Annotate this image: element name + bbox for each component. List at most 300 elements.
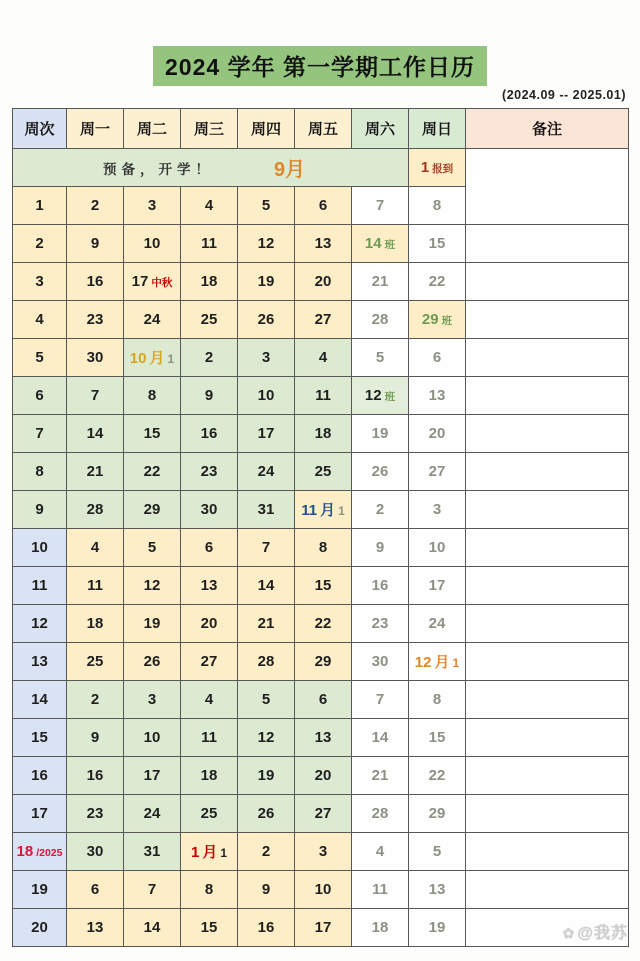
day-cell: [124, 187, 181, 225]
cell-text: 14: [143, 918, 161, 936]
cell-text: 22: [428, 272, 446, 290]
cell-text: 5: [35, 349, 44, 366]
day-cell: [124, 719, 181, 757]
cell-text: 20: [200, 614, 218, 632]
september-banner-cell: [13, 149, 409, 187]
week-number-cell: [13, 909, 67, 947]
week-number-cell: [13, 567, 67, 605]
day-cell: [67, 719, 124, 757]
day-cell: [352, 719, 409, 757]
day-cell: [409, 833, 466, 871]
cell-text: 9: [90, 728, 100, 746]
day-cell: [295, 453, 352, 491]
day-cell: [352, 833, 409, 871]
cell-text: 1: [338, 504, 345, 518]
cell-text: /2025: [36, 847, 63, 859]
week-number-cell: [13, 339, 67, 377]
week-number-cell: [13, 415, 67, 453]
day-cell: [67, 605, 124, 643]
day-cell: [67, 301, 124, 339]
week-number-cell: [13, 605, 67, 643]
day-cell: [124, 491, 181, 529]
day-cell: [67, 757, 124, 795]
cell-text: 7: [35, 425, 44, 442]
cell-text: 3: [432, 500, 442, 518]
cell-text: 24: [143, 804, 161, 822]
cell-text: 9: [375, 538, 385, 556]
cell-text: 23: [371, 614, 389, 632]
cell-text: 6: [204, 538, 214, 556]
day-cell: [238, 643, 295, 681]
cell-text: 15: [31, 729, 48, 746]
week-number-cell: [13, 833, 67, 871]
day-cell: [238, 757, 295, 795]
day-cell: [181, 719, 238, 757]
week-row: [13, 339, 629, 377]
cell-text: 9: [35, 501, 44, 518]
cell-text: 22: [428, 766, 446, 784]
day-cell: [409, 225, 466, 263]
cell-text: 1: [35, 197, 44, 214]
week-number-cell: [13, 643, 67, 681]
day-cell: [238, 605, 295, 643]
day-cell: [181, 757, 238, 795]
cell-text: 10: [143, 728, 161, 746]
cell-text: 3: [147, 196, 157, 214]
cell-text: 10: [129, 350, 147, 367]
cell-text: 7: [375, 196, 385, 214]
day-cell: [409, 339, 466, 377]
day-cell: [238, 453, 295, 491]
day-cell: [181, 529, 238, 567]
cell-text: 3: [261, 348, 271, 366]
week-row: [13, 301, 629, 339]
day-cell: [181, 605, 238, 643]
cell-text: 5: [432, 842, 442, 860]
day-cell: [409, 757, 466, 795]
day-cell: [67, 567, 124, 605]
week-number-cell: [13, 795, 67, 833]
cell-text: 18: [200, 272, 218, 290]
cell-text: 5: [261, 196, 271, 214]
day-cell: [67, 377, 124, 415]
cell-text: 10: [31, 539, 48, 556]
cell-text: 26: [143, 652, 161, 670]
day-cell: [409, 187, 466, 225]
day-cell: [295, 263, 352, 301]
day-cell: [352, 263, 409, 301]
cell-text: 29: [421, 310, 439, 328]
day-cell: [352, 909, 409, 947]
remark-cell: [466, 149, 629, 225]
day-cell: [295, 795, 352, 833]
week-number-cell: [13, 529, 67, 567]
day-cell: [295, 833, 352, 871]
watermark: [563, 920, 628, 943]
remark-cell: [466, 453, 629, 491]
cell-text: 27: [314, 310, 332, 328]
cell-text: 11: [87, 576, 103, 594]
cell-text: 19: [257, 272, 275, 290]
cell-text: 13: [86, 918, 104, 936]
cell-text: 17: [428, 576, 446, 594]
day-cell: [181, 681, 238, 719]
day-cell: [352, 643, 409, 681]
week-number-cell: [13, 301, 67, 339]
week-number-cell: [13, 453, 67, 491]
day-cell: [295, 567, 352, 605]
week-number-cell: [13, 491, 67, 529]
day-cell: [124, 605, 181, 643]
day-cell: [181, 339, 238, 377]
day-cell: [409, 719, 466, 757]
day-cell: [352, 529, 409, 567]
column-header-周四: 周四: [238, 109, 295, 149]
day-cell: [181, 225, 238, 263]
cell-text: 19: [143, 614, 161, 632]
week-row: [13, 757, 629, 795]
day-cell: [352, 871, 409, 909]
cell-text: 8: [147, 386, 157, 404]
day-cell: [352, 301, 409, 339]
watermark-text: @我苏: [577, 925, 628, 942]
day-cell: [295, 301, 352, 339]
day-cell: [124, 339, 181, 377]
cell-text: 12: [143, 576, 161, 594]
day-cell: [295, 681, 352, 719]
week-row: [13, 377, 629, 415]
day-cell: [67, 263, 124, 301]
day-cell: [352, 681, 409, 719]
cell-text: 18: [86, 614, 104, 632]
cell-text: 25: [86, 652, 104, 670]
day-cell: [352, 225, 409, 263]
day-cell: [409, 909, 466, 947]
cell-text: 21: [371, 766, 389, 784]
day-cell: [238, 909, 295, 947]
column-header-周五: 周五: [295, 109, 352, 149]
column-header-周三: 周三: [181, 109, 238, 149]
remark-cell: [466, 377, 629, 415]
column-header-周次: 周次: [13, 109, 67, 149]
day-cell: [238, 833, 295, 871]
cell-text: 24: [257, 462, 275, 480]
cell-text: 8: [35, 463, 44, 480]
cell-text: 11: [31, 577, 48, 594]
day-cell: [352, 415, 409, 453]
remark-cell: [466, 415, 629, 453]
day-cell: [409, 643, 466, 681]
week-row: [13, 909, 629, 947]
cell-text: 27: [314, 804, 332, 822]
remark-cell: [466, 529, 629, 567]
remark-cell: [466, 567, 629, 605]
day-cell: [124, 301, 181, 339]
week-number-cell: [13, 225, 67, 263]
cell-text: 15: [143, 424, 161, 442]
week-row: [13, 833, 629, 871]
day-cell: [295, 225, 352, 263]
day-cell: [352, 453, 409, 491]
day-cell: [352, 491, 409, 529]
day-cell: [295, 187, 352, 225]
day-cell: [409, 681, 466, 719]
cell-text: 6: [90, 880, 100, 898]
cell-text: 13: [31, 653, 48, 670]
day-cell: [238, 339, 295, 377]
cell-text: 1: [420, 158, 430, 176]
cell-text: 8: [204, 880, 214, 898]
cell-text: 13: [314, 728, 332, 746]
cell-text: 12: [31, 615, 48, 632]
cell-text: 28: [371, 804, 389, 822]
cell-text: 5: [261, 690, 271, 708]
day-cell: [124, 263, 181, 301]
cell-text: 10: [257, 386, 275, 404]
cell-text: 19: [371, 424, 389, 442]
cell-text: 月: [202, 844, 218, 861]
week-row: [13, 453, 629, 491]
cell-text: 31: [257, 500, 275, 518]
day-cell: [352, 339, 409, 377]
cell-text: 班: [384, 238, 396, 251]
cell-text: 4: [35, 311, 44, 328]
day-cell: [124, 529, 181, 567]
cell-text: 15: [428, 234, 446, 252]
day-cell: [181, 871, 238, 909]
week-row: [13, 719, 629, 757]
column-header-备注: 备注: [466, 109, 629, 149]
cell-text: 10: [143, 234, 161, 252]
day-cell: [67, 909, 124, 947]
cell-text: 29: [143, 500, 161, 518]
column-header-周日: 周日: [409, 109, 466, 149]
cell-text: 2: [90, 690, 100, 708]
day-cell: [238, 225, 295, 263]
cell-text: 30: [86, 348, 104, 366]
cell-text: 16: [31, 767, 48, 784]
cell-text: 18: [371, 918, 389, 936]
day-cell: [352, 605, 409, 643]
cell-text: 2: [35, 235, 44, 252]
day-cell: [295, 415, 352, 453]
day-cell: [67, 795, 124, 833]
cell-text: 31: [143, 842, 161, 860]
column-header-周六: 周六: [352, 109, 409, 149]
day-cell: [124, 909, 181, 947]
week-number-cell: [13, 871, 67, 909]
day-cell: [124, 795, 181, 833]
day-cell: [181, 491, 238, 529]
day-cell: [181, 377, 238, 415]
cell-text: 12: [257, 234, 275, 252]
cell-text: 15: [314, 576, 332, 594]
cell-text: 14: [257, 576, 275, 594]
day-cell: [409, 491, 466, 529]
cell-text: 23: [86, 804, 104, 822]
day-cell: [295, 529, 352, 567]
cell-text: 6: [318, 196, 328, 214]
day-cell: [409, 795, 466, 833]
day-cell: [352, 187, 409, 225]
cell-text: 18: [314, 424, 332, 442]
cell-text: 20: [314, 766, 332, 784]
cell-text: 2: [204, 348, 214, 366]
week-row: [13, 681, 629, 719]
week-number-cell: [13, 681, 67, 719]
day-cell: [181, 567, 238, 605]
cell-text: 17: [143, 766, 161, 784]
cell-text: 4: [204, 196, 214, 214]
day-cell: [352, 567, 409, 605]
week-number-cell: [13, 263, 67, 301]
date-range: (2024.09 -- 2025.01): [502, 88, 626, 102]
day-cell: [67, 871, 124, 909]
remark-cell: [466, 871, 629, 909]
remark-cell: [466, 719, 629, 757]
cell-text: 24: [428, 614, 446, 632]
day-cell: [295, 909, 352, 947]
september-banner-content: [13, 153, 408, 182]
remark-cell: [466, 301, 629, 339]
day-cell: [124, 377, 181, 415]
cell-text: 11: [201, 234, 217, 252]
cell-text: 28: [371, 310, 389, 328]
day-cell: [67, 187, 124, 225]
semester-start-label: 预备，开学！: [103, 161, 214, 177]
week-row: [13, 871, 629, 909]
cell-text: 班: [384, 390, 396, 403]
cell-text: 1: [452, 656, 460, 670]
cell-text: 19: [31, 881, 48, 898]
day-cell: [409, 301, 466, 339]
day-cell: [67, 681, 124, 719]
cell-text: 1: [220, 846, 228, 860]
day-cell: [67, 225, 124, 263]
cell-text: 28: [86, 500, 104, 518]
day-cell: [124, 643, 181, 681]
day-cell: [124, 833, 181, 871]
header-row: [13, 109, 629, 149]
week-row: [13, 415, 629, 453]
day-cell: [238, 719, 295, 757]
cell-text: 8: [432, 690, 442, 708]
cell-text: 11: [315, 386, 331, 404]
cell-text: 26: [371, 462, 389, 480]
cell-text: 22: [314, 614, 332, 632]
cell-text: 11: [301, 502, 318, 519]
day-cell: [409, 149, 466, 187]
cell-text: 9: [90, 234, 100, 252]
cell-text: 10: [314, 880, 332, 898]
cell-text: 22: [143, 462, 161, 480]
cell-text: 14: [31, 691, 48, 708]
cell-text: 23: [200, 462, 218, 480]
day-cell: [238, 567, 295, 605]
cell-text: 7: [261, 538, 271, 556]
day-cell: [409, 453, 466, 491]
cell-text: 15: [428, 728, 446, 746]
day-cell: [124, 757, 181, 795]
day-cell: [181, 415, 238, 453]
day-cell: [67, 415, 124, 453]
day-cell: [295, 605, 352, 643]
cell-text: 月: [434, 654, 450, 671]
day-cell: [409, 377, 466, 415]
cell-text: 13: [428, 386, 446, 404]
cell-text: 班: [441, 314, 453, 327]
cell-text: 12: [414, 654, 432, 671]
cell-text: 1: [167, 352, 175, 366]
day-cell: [409, 871, 466, 909]
calendar-body: [13, 149, 629, 947]
day-cell: [124, 415, 181, 453]
cell-text: 2: [90, 196, 100, 214]
day-cell: [67, 339, 124, 377]
cell-text: 3: [35, 273, 44, 290]
cell-text: 14: [364, 234, 382, 252]
cell-text: 8: [318, 538, 328, 556]
cell-text: 17: [31, 805, 48, 822]
cell-text: 18: [16, 843, 34, 860]
cell-text: 29: [314, 652, 332, 670]
day-cell: [238, 301, 295, 339]
cell-text: 14: [371, 728, 389, 746]
day-cell: [238, 795, 295, 833]
page-title: 2024 学年 第一学期工作日历: [153, 46, 487, 86]
day-cell: [67, 833, 124, 871]
cell-text: 20: [428, 424, 446, 442]
day-cell: [295, 719, 352, 757]
cell-text: 27: [200, 652, 218, 670]
week-row: [13, 795, 629, 833]
day-cell: [295, 491, 352, 529]
cell-text: 7: [90, 386, 100, 404]
cell-text: 21: [86, 462, 104, 480]
cell-text: 18: [200, 766, 218, 784]
september-banner-row: [13, 149, 629, 187]
day-cell: [295, 871, 352, 909]
day-cell: [295, 339, 352, 377]
cell-text: 13: [200, 576, 218, 594]
cell-text: 21: [371, 272, 389, 290]
cell-text: 30: [200, 500, 218, 518]
day-cell: [124, 453, 181, 491]
day-cell: [409, 567, 466, 605]
cell-text: 25: [200, 310, 218, 328]
calendar-table: [12, 108, 629, 947]
day-cell: [181, 643, 238, 681]
week-row: [13, 491, 629, 529]
cell-text: 17: [257, 424, 275, 442]
cell-text: 3: [147, 690, 157, 708]
day-cell: [124, 567, 181, 605]
day-cell: [181, 833, 238, 871]
day-cell: [238, 491, 295, 529]
day-cell: [238, 415, 295, 453]
cell-text: 4: [318, 348, 328, 366]
week-row: [13, 567, 629, 605]
cell-text: 16: [86, 272, 104, 290]
cell-text: 6: [432, 348, 442, 366]
cell-text: 13: [428, 880, 446, 898]
day-cell: [295, 643, 352, 681]
day-cell: [67, 529, 124, 567]
week-number-cell: [13, 187, 67, 225]
day-cell: [67, 643, 124, 681]
remark-cell: [466, 339, 629, 377]
cell-text: 11: [372, 880, 388, 898]
